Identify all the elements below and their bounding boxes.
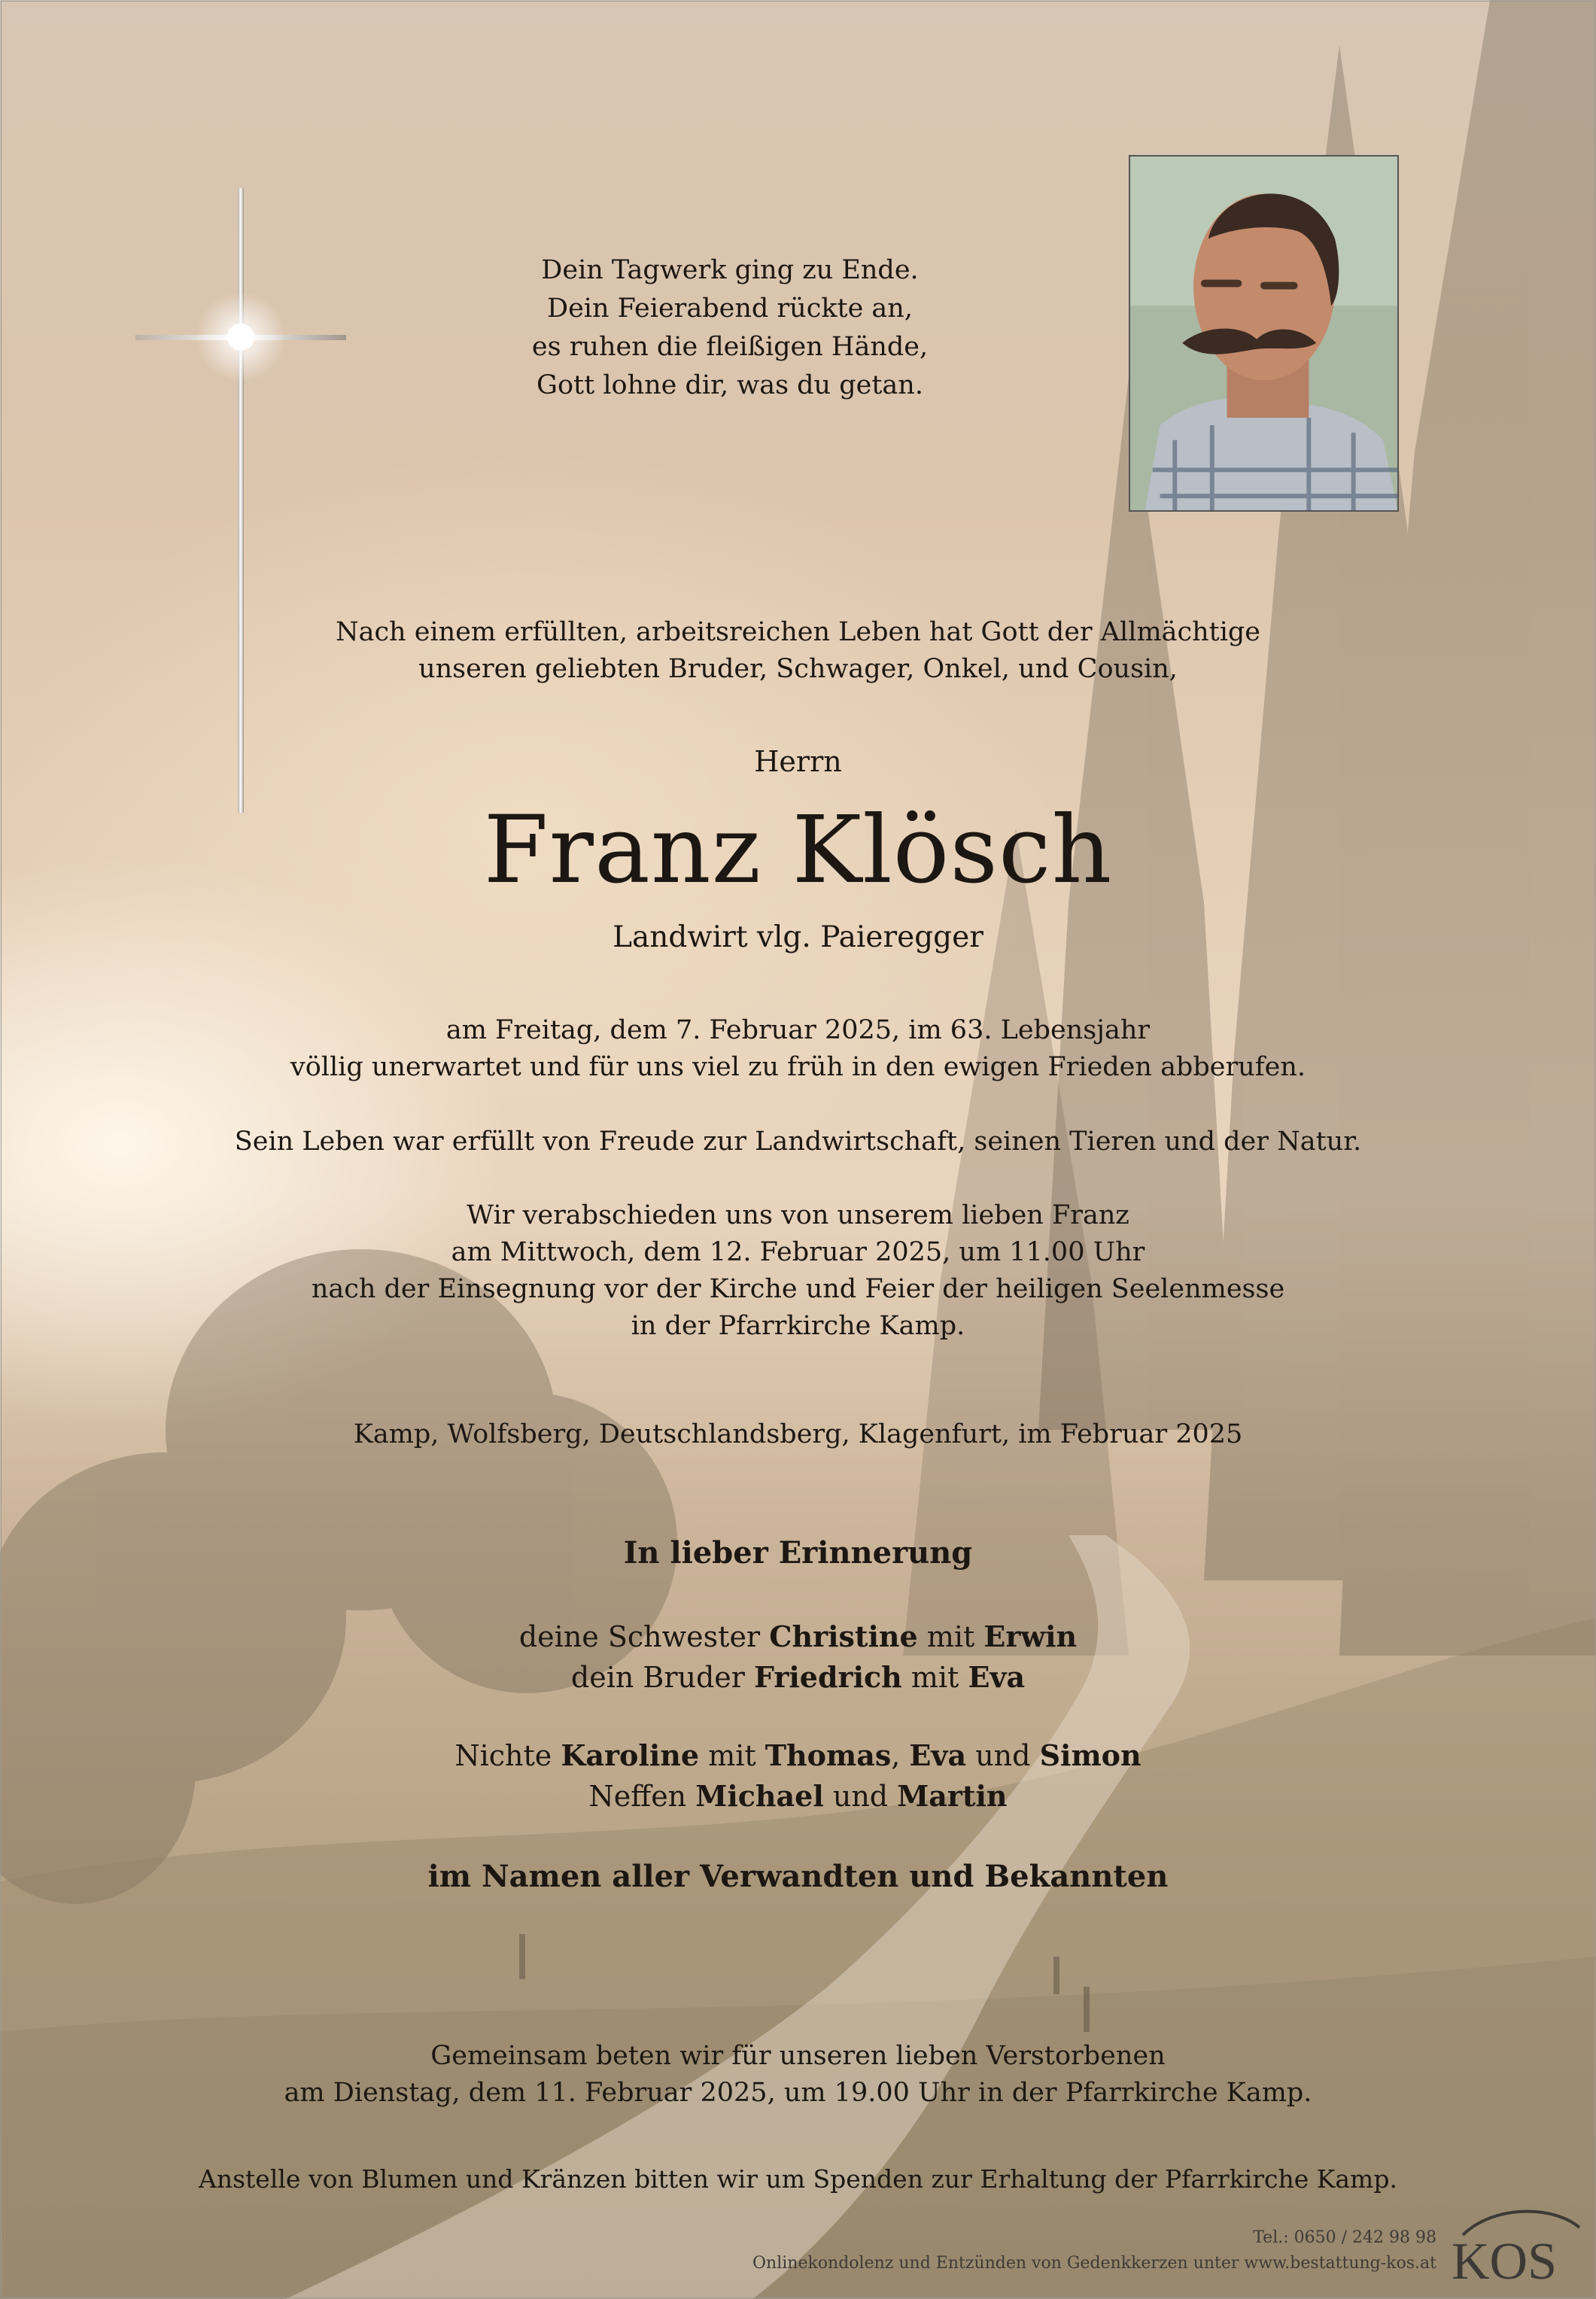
footer-phone: Tel.: 0650 / 242 98 98 [1253, 2228, 1436, 2247]
family-nieces-nephews [0, 1735, 1596, 1817]
funeral-line: am Mittwoch, dem 12. Februar 2025, um 11.00 Uhr [451, 1237, 1145, 1267]
relative-name: Friedrich [754, 1660, 902, 1694]
death-line: völlig unerwartet und für uns viel zu früh in den ewigen Frieden abberufen. [290, 1052, 1306, 1082]
relative-name: Thomas [765, 1738, 892, 1772]
prayer-line: Gemeinsam beten wir für unseren lieben Verstorbenen [430, 2041, 1166, 2071]
motto-line: Dein Tagwerk ging zu Ende. [541, 255, 919, 285]
portrait-photo [1129, 155, 1399, 512]
relative-name: Eva [909, 1738, 967, 1772]
funeral-line: Wir verabschieden uns von unserem lieben Franz [467, 1200, 1129, 1230]
joiner: und [832, 1780, 889, 1813]
logo-text: KOS [1452, 2233, 1558, 2288]
joiner: mit [708, 1739, 756, 1772]
family-line [0, 1735, 1596, 1776]
family-line [0, 1616, 1596, 1657]
footer [752, 2225, 1436, 2276]
intro-text [0, 614, 1596, 688]
funeral-line: nach der Einsegnung vor der Kirche und Feier der heiligen Seelenmesse [311, 1274, 1285, 1304]
relation-label: dein Bruder [570, 1661, 745, 1694]
prayer-line: am Dienstag, dem 11. Februar 2025, um 19.00 Uhr in der Pfarrkirche Kamp. [284, 2078, 1312, 2108]
cross-icon [135, 188, 346, 813]
relative-name: Martin [897, 1779, 1008, 1813]
relation-label: Nichte [454, 1739, 552, 1772]
kos-logo [1448, 2205, 1583, 2288]
relation-label: Neffen [588, 1780, 687, 1813]
deceased-occupation: Landwirt vlg. Paieregger [613, 920, 983, 954]
relative-name: Eva [968, 1660, 1026, 1694]
separator: , [891, 1739, 901, 1772]
death-line: am Freitag, dem 7. Februar 2025, im 63. Lebensjahr [445, 1015, 1151, 1045]
life-text: Sein Leben war erfüllt von Freude zur Landwirtschaft, seinen Tieren und der Natur. [234, 1127, 1362, 1157]
family-line [0, 1657, 1596, 1698]
memory-heading: In lieber Erinnerung [623, 1535, 973, 1571]
joiner: mit [926, 1620, 975, 1653]
salutation: Herrn [754, 745, 842, 778]
relative-name: Michael [695, 1779, 824, 1813]
relative-name: Karoline [561, 1738, 700, 1772]
motto-line: Gott lohne dir, was du getan. [537, 370, 923, 400]
joiner: und [975, 1739, 1031, 1772]
death-notice [0, 1012, 1596, 1086]
intro-line: Nach einem erfüllten, arbeitsreichen Leben hat Gott der Allmächtige [335, 617, 1261, 647]
funeral-notice [0, 1197, 1596, 1345]
relation-label: deine Schwester [518, 1620, 761, 1653]
donation-note: Anstelle von Blumen und Kränzen bitten wir um Spenden zur Erhaltung der Pfarrkirche Kamp. [199, 2164, 1397, 2194]
relative-name: Simon [1039, 1738, 1142, 1772]
joiner: mit [910, 1661, 959, 1694]
all-relatives: im Namen aller Verwandten und Bekannten [427, 1859, 1169, 1894]
relative-name: Christine [769, 1619, 918, 1653]
deceased-name: Franz Klösch [483, 796, 1113, 905]
motto-line: es ruhen die fleißigen Hände, [531, 332, 929, 362]
relative-name: Erwin [983, 1619, 1078, 1653]
prayer-notice [0, 2038, 1596, 2112]
family-line [0, 1776, 1596, 1817]
intro-line: unseren geliebten Bruder, Schwager, Onkel, und Cousin, [418, 654, 1178, 684]
motto-line: Dein Feierabend rückte an, [547, 293, 913, 324]
footer-online-link[interactable]: Onlinekondolenz und Entzünden von Gedenkkerzen unter www.bestattung-kos.at [752, 2254, 1436, 2273]
portrait-image [1130, 157, 1397, 510]
place-date: Kamp, Wolfsberg, Deutschlandsberg, Klagenfurt, im Februar 2025 [353, 1419, 1243, 1449]
motto-poem [467, 251, 993, 405]
funeral-line: in der Pfarrkirche Kamp. [631, 1311, 965, 1341]
family-siblings [0, 1616, 1596, 1698]
